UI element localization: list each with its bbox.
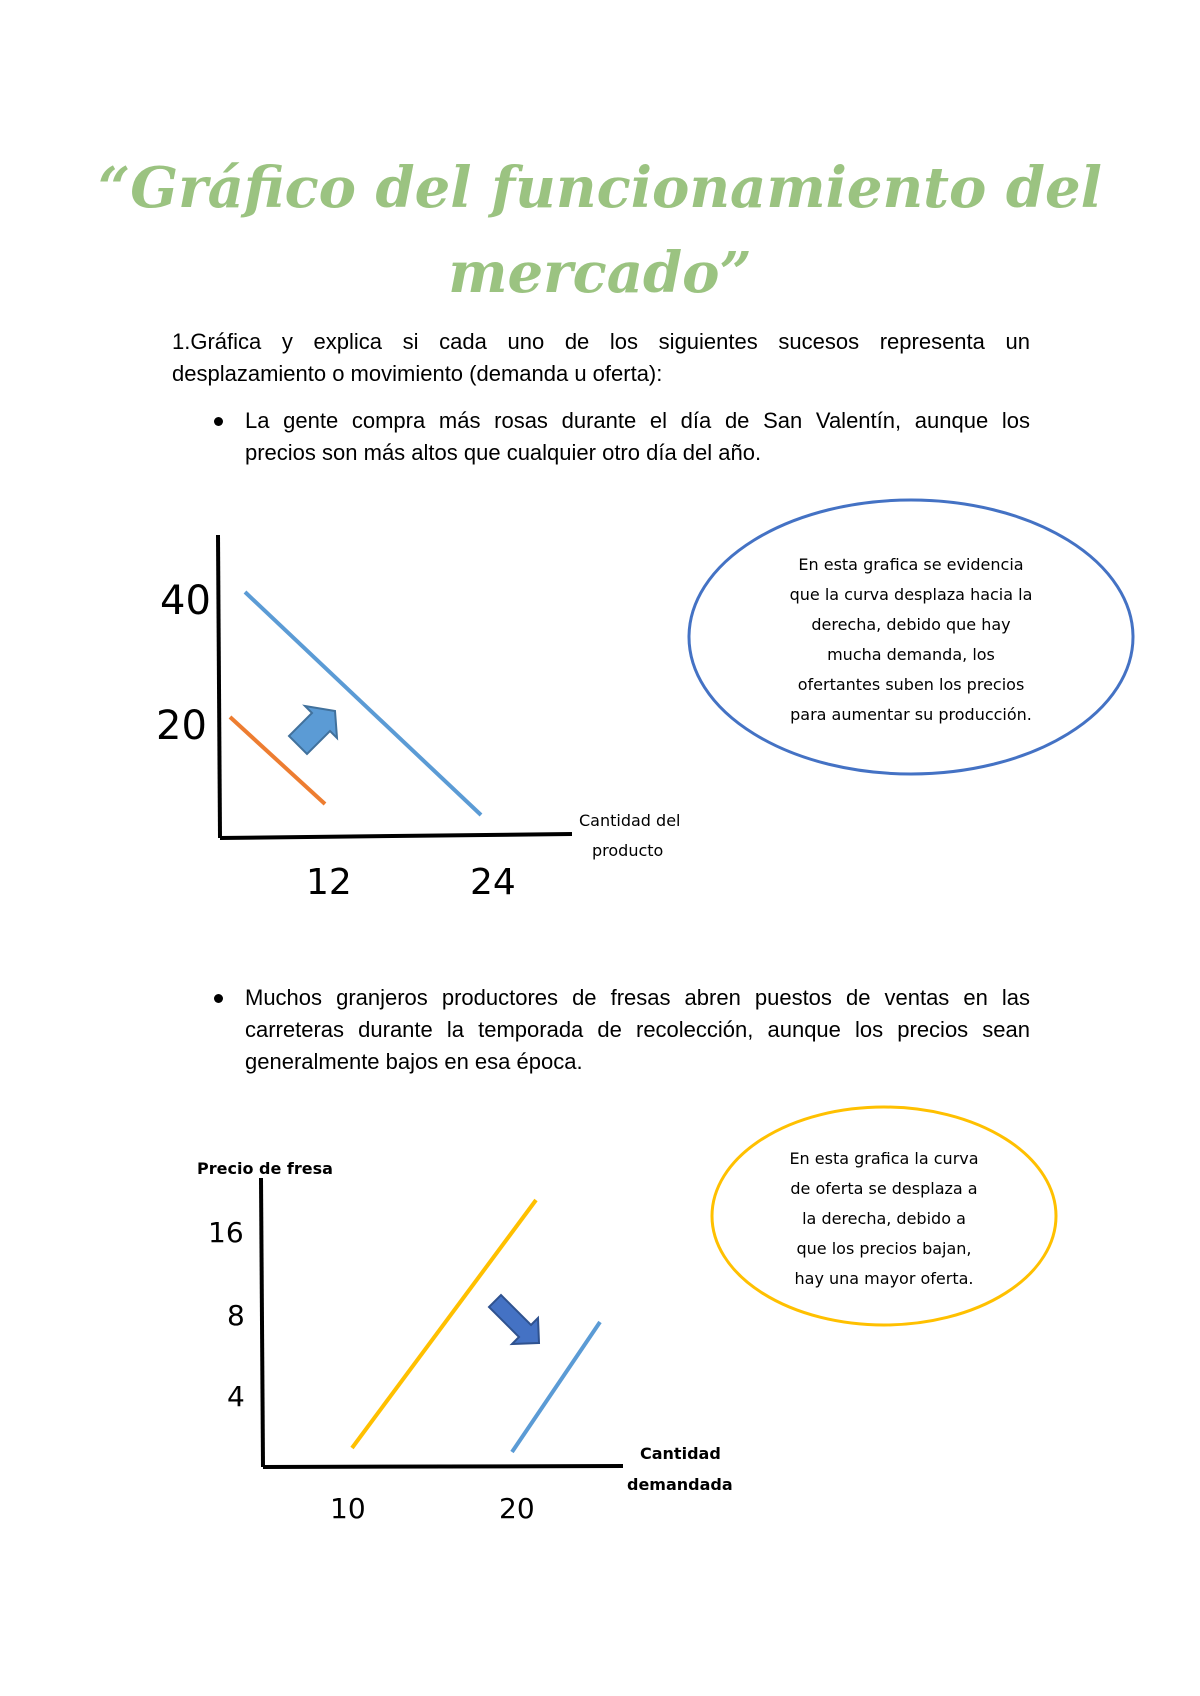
question-intro-line-1: 1.Gráfica y explica si cada uno de los siguientes sucesos representa un xyxy=(172,329,1030,354)
chart-2-x-tick-20: 20 xyxy=(499,1492,535,1525)
chart-2-callout-line: En esta grafica la curva xyxy=(789,1149,979,1168)
chart-1-x-axis xyxy=(220,834,572,838)
chart-1-x-tick-12: 12 xyxy=(306,862,352,903)
chart-1-y-tick-40: 40 xyxy=(160,578,211,624)
chart-1-x-axis-label-line-2: producto xyxy=(592,841,664,860)
bullet-1-line-2: precios son más altos que cualquier otro día del año. xyxy=(245,440,762,465)
chart-2-y-axis xyxy=(261,1178,263,1467)
bullet-2-line-3: generalmente bajos en esa época. xyxy=(245,1049,583,1074)
chart-2-x-axis-label-line-2: demandada xyxy=(627,1475,733,1494)
chart-2-callout-line: que los precios bajan, xyxy=(796,1239,972,1258)
chart-2-shift-arrow xyxy=(489,1295,539,1344)
chart-2-y-tick-4: 4 xyxy=(227,1380,245,1413)
chart-2-callout-line: la derecha, debido a xyxy=(802,1209,966,1228)
document-title-line-1: “Gráfico del funcionamiento del xyxy=(98,155,1102,221)
chart-1-callout-bubble xyxy=(689,500,1133,774)
chart-1-callout-line: En esta grafica se evidencia xyxy=(798,555,1024,574)
chart-1-callout-line: para aumentar su producción. xyxy=(790,705,1032,724)
chart-1-x-tick-24: 24 xyxy=(470,862,516,903)
chart-2-x-axis xyxy=(263,1466,623,1467)
bullet-2-line-1: Muchos granjeros productores de fresas abren puestos de ventas en las xyxy=(245,985,1030,1010)
chart-2-callout-text xyxy=(789,1149,978,1288)
chart-1-callout-line: derecha, debido que hay xyxy=(811,615,1011,634)
chart-1 xyxy=(156,535,680,903)
chart-2-y-tick-8: 8 xyxy=(227,1299,245,1332)
document-title-line-2: mercado” xyxy=(448,240,752,306)
chart-2 xyxy=(197,1159,733,1525)
chart-2-callout-line: hay una mayor oferta. xyxy=(794,1269,974,1288)
chart-2-x-axis-label-line-1: Cantidad xyxy=(640,1444,721,1463)
chart-1-x-axis-label-line-1: Cantidad del xyxy=(579,811,681,830)
chart-1-callout-text xyxy=(790,555,1033,724)
bullet-1-line-1: La gente compra más rosas durante el día de San Valentín, aunque los xyxy=(245,408,1030,433)
chart-1-callout-line: ofertantes suben los precios xyxy=(797,675,1025,694)
chart-1-callout-line: que la curva desplaza hacia la xyxy=(789,585,1033,604)
chart-2-x-tick-10: 10 xyxy=(330,1492,366,1525)
chart-1-y-tick-20: 20 xyxy=(156,703,207,749)
question-intro-line-2: desplazamiento o movimiento (demanda u oferta): xyxy=(172,361,663,386)
chart-1-shift-arrow xyxy=(289,706,337,754)
bullet-2-line-2: carreteras durante la temporada de recolección, aunque los precios sean xyxy=(245,1017,1030,1042)
chart-2-y-tick-16: 16 xyxy=(208,1216,244,1249)
chart-1-y-axis xyxy=(218,535,220,838)
chart-1-shifted-demand-curve xyxy=(245,592,481,815)
chart-1-callout-line: mucha demanda, los xyxy=(827,645,995,664)
chart-2-callout-line: de oferta se desplaza a xyxy=(790,1179,978,1198)
chart-2-y-axis-label: Precio de fresa xyxy=(197,1159,333,1178)
